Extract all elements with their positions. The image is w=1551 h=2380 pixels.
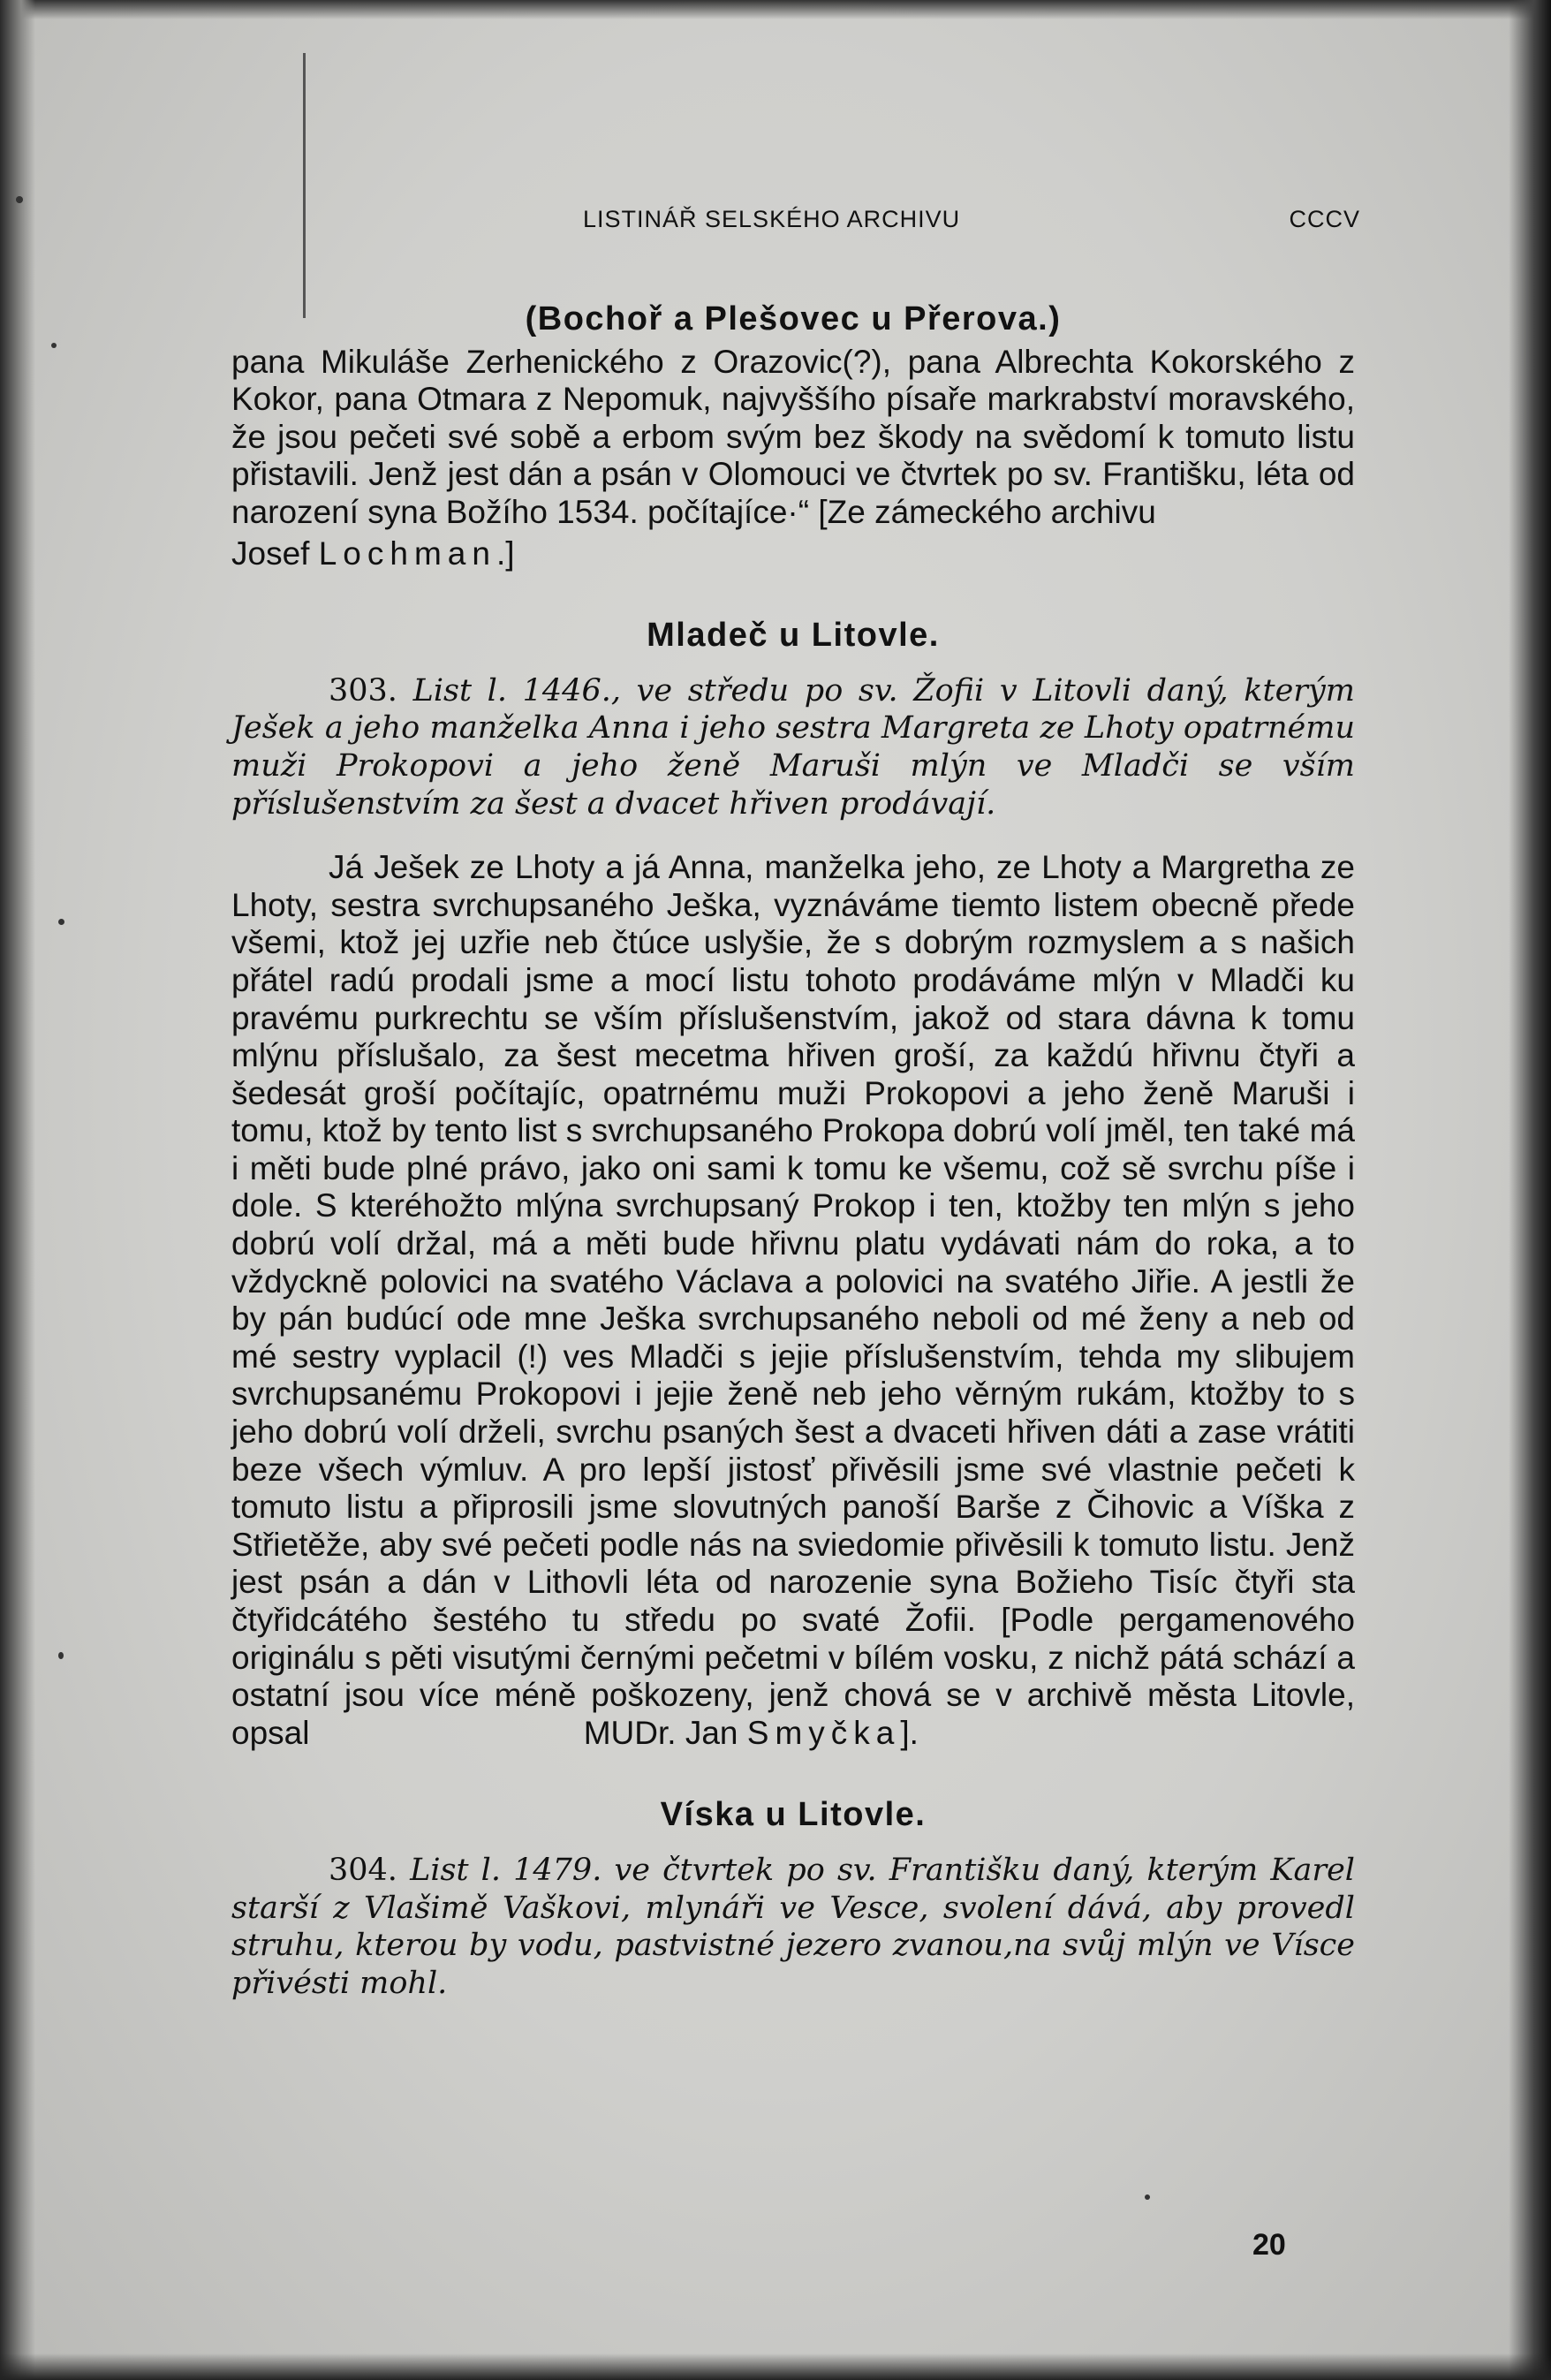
scan-speck [16,196,23,203]
page-content [231,300,1355,2002]
scan-shadow-top [0,0,1551,19]
charter-text: pana Mikuláše Zerhenického z Orazovic(?), pana Albrechta Kokorského z Kokor, pana Otmara z Nepomuk, najvyššího písaře markrabství moravského, že jsou pečeti své sobě a erbom svým bez škody na svědomí k tomuto listu přistavili. Jenž jest dán a psán v Olomouci ve čtvrtek po sv. Františku, léta od narození syna Božího 1534. počítajíce·“ [Ze zámeckého archivu [231,343,1355,530]
regest-number: 303. [329,672,397,709]
regest-paragraph [231,1852,1355,2002]
charter-text-body: Já Ješek ze Lhoty a já Anna, manželka jeho, ze Lhoty a Margretha ze Lhoty, sestra svrchupsaného Ješka, vyznáváme tiemto listem obecně přede všemi, ktož jej uzřie neb čtúce uslyšie, že s dobrým rozmyslem a s našich přátel radú prodali jsme a mocí listu tohoto prodáváme mlýn v Mladči ku pravému purkrechtu se vším příslušenstvím, jakož od stara dávna k tomu mlýnu příslušalo, za šest mecetma hřiven groší, za každú hřivnu čtyři a šedesát groší počítajíc, opatrnému muži Prokopovi a jeho ženě Maruši i tomu, ktož by tento list s svrchupsaného Prokopa dobrú volí jměl, ten také má i měti bude plné právo, jako oni sami k tomu ke všemu, což sě svrchu píše i dole. S kteréhožto mlýna svrchupsaný Prokop i ten, ktožby ten mlýn s jeho dobrú volí držal, má a měti bude hřivnu platu vydávati nám do roka, a to vždyckně polovici na svatého Václava a polovici na svatého Jiřie. A jestli že by pán budúcí ode mne Ješka svrchupsaného neboli od mé ženy a neb od mé sestry vyplacil (!) ves Mladči s jejie příslušenstvím, tehda my slibujem svrchupsanému Prokopovi i jejie ženě neb jeho věrným rukám, ktožby to s jeho dobrú volí drželi, svrchu psaných šest a dvaceti hřiven dáti a zase vrátiti beze všech výmluv. A pro lepší jistosť přivěsili jsme své vlastnie pečeti k tomuto listu a připrosili jsme slovutných panoší Barše z Čihovic a Víška z Střietěže, aby své pečeti podle nás na sviedomie přivěsili k tomuto listu. Jenž jest psán a dán v Lithovli léta od narozenie syna Božieho Tisíc čtyři sta čtyřidcátého šestého tu středu po svaté Žofii. [Podle pergamenového originálu s pěti visutými černými pečetmi v bílém vosku, z nichž pátá schází a ostatní jsou více méně poškozeny, jenž chová se v archivě města Litovle, opsal [231,849,1355,1751]
scan-shadow-right [1509,0,1551,2380]
transcriber-surname: Smyčka [746,1714,901,1751]
margin-rule [303,53,306,318]
section-heading: Mladeč u Litovle. [647,617,940,655]
scan-speck [58,919,64,925]
transcriber-first-name: MUDr. Jan [583,1714,738,1751]
folio-number: CCCV [1289,206,1360,232]
section-heading: Víska u Litovle. [660,1796,927,1834]
scan-shadow-left [0,0,35,2380]
section-heading: (Bochoř a Plešovec u Přerova.) [525,300,1062,337]
transcriber-first-name: Josef [231,534,310,572]
page-number: 20 [1252,2228,1286,2262]
regest-text: List l. 1446., ve středu po sv. Žofii v Litovli daný, kterým Ješek a jeho manželka Anna i jeho sestra Margreta ze Lhoty opatrnému muži Prokopovi a jeho ženě Maruši mlýn ve Mladči se vším příslušenstvím za šest a dvacet hřiven prodávají. [231,672,1355,822]
regest-text: List l. 1479. ve čtvrtek po sv. Františku daný, kterým Karel starší z Vlašimě Vaškovi, mlynáři ve Vesce, svolení dává, aby provedl struhu, kterou by vodu, pastvistné jezero zvanou,na svůj mlýn ve Vísce přivésti mohl. [231,1852,1355,2001]
signature-end: ]. [900,1714,919,1751]
signature-end: .] [496,534,515,572]
regest-paragraph [231,672,1355,822]
regest-number: 304. [329,1852,397,1888]
transcriber-surname: Lochman [318,534,496,572]
scan-speck [58,1652,64,1659]
scan-shadow-bottom [0,2353,1551,2380]
running-title: LISTINÁŘ SELSKÉHO ARCHIVU [583,206,961,232]
transcriber-signature [231,535,1355,573]
scan-speck [51,343,57,348]
running-header [583,206,1360,241]
scan-speck [1145,2194,1150,2200]
charter-text [231,849,1355,1752]
